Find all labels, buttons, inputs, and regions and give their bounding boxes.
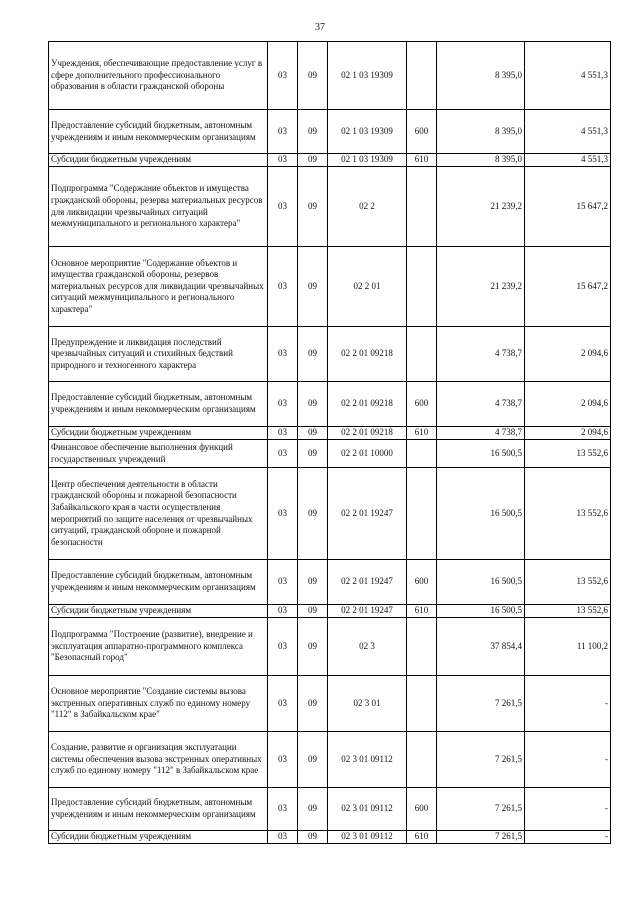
expense-type-code: 610 bbox=[407, 831, 437, 844]
table-row bbox=[49, 605, 611, 618]
row-name: Субсидии бюджетным учреждениям bbox=[49, 831, 268, 844]
table-row bbox=[49, 167, 611, 247]
amount-1: 4 738,7 bbox=[437, 327, 525, 382]
expense-type-code bbox=[407, 440, 437, 468]
target-article-code: 02 3 01 bbox=[328, 676, 407, 732]
target-article-code: 02 1 03 19309 bbox=[328, 110, 407, 154]
section-code: 03 bbox=[268, 618, 298, 676]
page-number: 37 bbox=[315, 22, 325, 33]
section-code: 03 bbox=[268, 676, 298, 732]
target-article-code: 02 3 01 09112 bbox=[328, 831, 407, 844]
subsection-code: 09 bbox=[298, 42, 328, 110]
amount-2: - bbox=[525, 831, 611, 844]
section-code: 03 bbox=[268, 327, 298, 382]
target-article-code: 02 2 01 09218 bbox=[328, 427, 407, 440]
table-row bbox=[49, 676, 611, 732]
expense-type-code bbox=[407, 42, 437, 110]
amount-1: 16 500,5 bbox=[437, 440, 525, 468]
row-name: Основное мероприятие "Создание системы вызова экстренных оперативных служб по единому номеру "112" в Забайкальском крае" bbox=[49, 676, 268, 732]
row-name: Подпрограмма "Содержание объектов и имущества гражданской обороны, резерва материальных ресурсов для ликвидации чрезвычайных ситуаций межмуниципального и регионального характера" bbox=[49, 167, 268, 247]
amount-2: 13 552,6 bbox=[525, 605, 611, 618]
row-name: Подпрограмма "Построение (развитие), внедрение и эксплуатация аппаратно-программного комплекса "Безопасный город" bbox=[49, 618, 268, 676]
subsection-code: 09 bbox=[298, 382, 328, 427]
expense-type-code bbox=[407, 327, 437, 382]
table-row bbox=[49, 110, 611, 154]
table-row bbox=[49, 560, 611, 605]
subsection-code: 09 bbox=[298, 468, 328, 560]
subsection-code: 09 bbox=[298, 605, 328, 618]
table-row bbox=[49, 42, 611, 110]
target-article-code: 02 3 01 09112 bbox=[328, 788, 407, 831]
amount-1: 8 395,0 bbox=[437, 110, 525, 154]
amount-2: 13 552,6 bbox=[525, 560, 611, 605]
table-row bbox=[49, 427, 611, 440]
subsection-code: 09 bbox=[298, 732, 328, 788]
expense-type-code bbox=[407, 618, 437, 676]
amount-1: 21 239,2 bbox=[437, 247, 525, 327]
amount-2: 13 552,6 bbox=[525, 440, 611, 468]
amount-1: 7 261,5 bbox=[437, 676, 525, 732]
amount-1: 4 738,7 bbox=[437, 382, 525, 427]
target-article-code: 02 3 01 09112 bbox=[328, 732, 407, 788]
expense-type-code bbox=[407, 732, 437, 788]
section-code: 03 bbox=[268, 560, 298, 605]
section-code: 03 bbox=[268, 468, 298, 560]
section-code: 03 bbox=[268, 110, 298, 154]
target-article-code: 02 2 01 10000 bbox=[328, 440, 407, 468]
amount-1: 16 500,5 bbox=[437, 468, 525, 560]
section-code: 03 bbox=[268, 42, 298, 110]
target-article-code: 02 2 01 09218 bbox=[328, 382, 407, 427]
row-name: Предоставление субсидий бюджетным, автономным учреждениям и иным некоммерческим организациям bbox=[49, 560, 268, 605]
amount-2: - bbox=[525, 732, 611, 788]
row-name: Финансовое обеспечение выполнения функций государственных учреждений bbox=[49, 440, 268, 468]
subsection-code: 09 bbox=[298, 560, 328, 605]
section-code: 03 bbox=[268, 154, 298, 167]
row-name: Субсидии бюджетным учреждениям bbox=[49, 154, 268, 167]
table-row bbox=[49, 440, 611, 468]
amount-1: 7 261,5 bbox=[437, 831, 525, 844]
amount-2: 2 094,6 bbox=[525, 327, 611, 382]
amount-2: 2 094,6 bbox=[525, 427, 611, 440]
amount-1: 16 500,5 bbox=[437, 560, 525, 605]
amount-2: 4 551,3 bbox=[525, 154, 611, 167]
target-article-code: 02 2 01 19247 bbox=[328, 605, 407, 618]
row-name: Основное мероприятие "Содержание объектов и имущества гражданской обороны, резервов материальных ресурсов для ликвидации чрезвычайных ситуаций межмуниципального и регионального характера" bbox=[49, 247, 268, 327]
target-article-code: 02 3 bbox=[328, 618, 407, 676]
table-row bbox=[49, 154, 611, 167]
expense-type-code: 600 bbox=[407, 788, 437, 831]
amount-1: 21 239,2 bbox=[437, 167, 525, 247]
subsection-code: 09 bbox=[298, 154, 328, 167]
section-code: 03 bbox=[268, 382, 298, 427]
section-code: 03 bbox=[268, 831, 298, 844]
row-name: Предоставление субсидий бюджетным, автономным учреждениям и иным некоммерческим организациям bbox=[49, 788, 268, 831]
subsection-code: 09 bbox=[298, 440, 328, 468]
subsection-code: 09 bbox=[298, 831, 328, 844]
expense-type-code: 600 bbox=[407, 110, 437, 154]
section-code: 03 bbox=[268, 732, 298, 788]
expense-type-code: 610 bbox=[407, 427, 437, 440]
amount-2: - bbox=[525, 788, 611, 831]
table-row bbox=[49, 732, 611, 788]
row-name: Учреждения, обеспечивающие предоставление услуг в сфере дополнительного профессионального образования в области гражданской обороны bbox=[49, 42, 268, 110]
section-code: 03 bbox=[268, 247, 298, 327]
table-row bbox=[49, 788, 611, 831]
table-row bbox=[49, 327, 611, 382]
subsection-code: 09 bbox=[298, 676, 328, 732]
amount-1: 8 395,0 bbox=[437, 42, 525, 110]
expense-type-code bbox=[407, 247, 437, 327]
section-code: 03 bbox=[268, 605, 298, 618]
section-code: 03 bbox=[268, 788, 298, 831]
target-article-code: 02 2 bbox=[328, 167, 407, 247]
subsection-code: 09 bbox=[298, 788, 328, 831]
subsection-code: 09 bbox=[298, 327, 328, 382]
section-code: 03 bbox=[268, 167, 298, 247]
subsection-code: 09 bbox=[298, 110, 328, 154]
amount-2: 13 552,6 bbox=[525, 468, 611, 560]
table-row bbox=[49, 618, 611, 676]
subsection-code: 09 bbox=[298, 167, 328, 247]
table-row bbox=[49, 247, 611, 327]
amount-2: 15 647,2 bbox=[525, 247, 611, 327]
target-article-code: 02 1 03 19309 bbox=[328, 154, 407, 167]
amount-2: 11 100,2 bbox=[525, 618, 611, 676]
expense-type-code bbox=[407, 468, 437, 560]
expense-type-code bbox=[407, 167, 437, 247]
amount-2: 15 647,2 bbox=[525, 167, 611, 247]
amount-1: 4 738,7 bbox=[437, 427, 525, 440]
row-name: Создание, развитие и организация эксплуатации системы обеспечения вызова экстренных оперативных служб по единому номеру "112" в Забайкальском крае bbox=[49, 732, 268, 788]
section-code: 03 bbox=[268, 440, 298, 468]
target-article-code: 02 2 01 bbox=[328, 247, 407, 327]
amount-2: - bbox=[525, 676, 611, 732]
row-name: Предупреждение и ликвидация последствий чрезвычайных ситуаций и стихийных бедствий природного и техногенного характера bbox=[49, 327, 268, 382]
target-article-code: 02 1 03 19309 bbox=[328, 42, 407, 110]
expense-type-code: 600 bbox=[407, 382, 437, 427]
expense-type-code bbox=[407, 676, 437, 732]
amount-1: 7 261,5 bbox=[437, 788, 525, 831]
expense-type-code: 610 bbox=[407, 605, 437, 618]
amount-2: 2 094,6 bbox=[525, 382, 611, 427]
subsection-code: 09 bbox=[298, 618, 328, 676]
row-name: Субсидии бюджетным учреждениям bbox=[49, 427, 268, 440]
row-name: Предоставление субсидий бюджетным, автономным учреждениям и иным некоммерческим организациям bbox=[49, 382, 268, 427]
expense-type-code: 600 bbox=[407, 560, 437, 605]
amount-1: 37 854,4 bbox=[437, 618, 525, 676]
target-article-code: 02 2 01 19247 bbox=[328, 468, 407, 560]
row-name: Предоставление субсидий бюджетным, автономным учреждениям и иным некоммерческим организациям bbox=[49, 110, 268, 154]
amount-1: 16 500,5 bbox=[437, 605, 525, 618]
budget-table bbox=[48, 41, 611, 844]
row-name: Субсидии бюджетным учреждениям bbox=[49, 605, 268, 618]
table-row bbox=[49, 468, 611, 560]
expense-type-code: 610 bbox=[407, 154, 437, 167]
subsection-code: 09 bbox=[298, 247, 328, 327]
amount-1: 7 261,5 bbox=[437, 732, 525, 788]
target-article-code: 02 2 01 19247 bbox=[328, 560, 407, 605]
section-code: 03 bbox=[268, 427, 298, 440]
subsection-code: 09 bbox=[298, 427, 328, 440]
amount-1: 8 395,0 bbox=[437, 154, 525, 167]
table-row bbox=[49, 831, 611, 844]
row-name: Центр обеспечения деятельности в области гражданской обороны и пожарной безопасности Забайкальского края в части осуществления мероприятий по защите населения от чрезвычайных ситуаций, гражданской обороне и пожарной безопасности bbox=[49, 468, 268, 560]
amount-2: 4 551,3 bbox=[525, 110, 611, 154]
target-article-code: 02 2 01 09218 bbox=[328, 327, 407, 382]
table-row bbox=[49, 382, 611, 427]
amount-2: 4 551,3 bbox=[525, 42, 611, 110]
